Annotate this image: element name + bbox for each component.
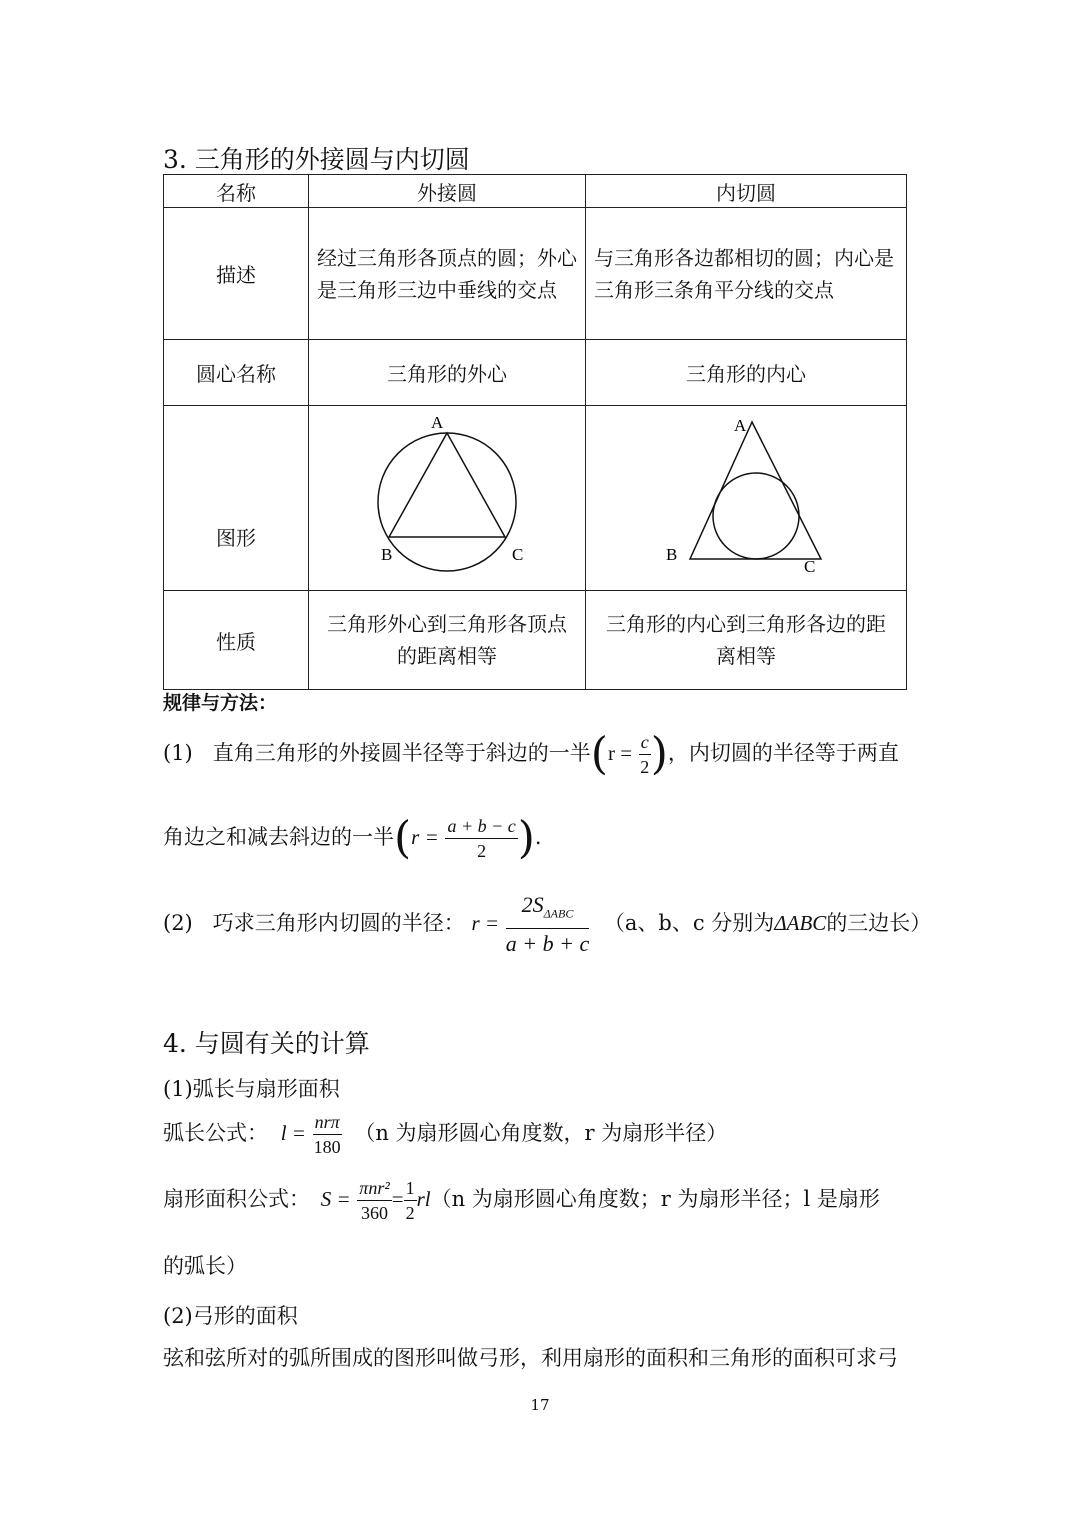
rule-2-lhs: r = xyxy=(471,911,500,936)
header-name: 名称 xyxy=(164,175,309,208)
incircle-diagram xyxy=(586,406,906,585)
rule-2-num: (2) xyxy=(163,911,193,936)
arc-note: （n 为扇形圆心角度数，r 为扇形半径） xyxy=(354,1121,728,1145)
row-center-outer: 三角形的外心 xyxy=(309,340,586,406)
sector-fraction: $\frac{\text{πnr²}}{360}$ xyxy=(359,1178,390,1223)
rule-1-text-c: 角边之和减去斜边的一半 xyxy=(163,825,394,849)
sector-eq: = xyxy=(391,1187,404,1211)
in-label-a: A xyxy=(734,416,747,435)
rule-2-text-c: 的三边长） xyxy=(826,911,932,936)
sector-half: $\frac{1}{2}$ xyxy=(405,1178,415,1223)
rule-1-f2-lhs: r = xyxy=(411,825,439,849)
row-center-inner: 三角形的内心 xyxy=(586,340,907,406)
rules-title: 规律与方法： xyxy=(163,692,278,714)
figure-circumcircle xyxy=(309,406,586,591)
row-desc-inner: 与三角形各边都相切的圆；内心是三角形三条角平分线的交点 xyxy=(586,208,907,340)
rule-1-f1-lhs: r = xyxy=(607,741,633,765)
rule-1-text-a: 直角三角形的外接圆半径等于斜边的一半 xyxy=(212,741,591,765)
circumcircle-diagram xyxy=(309,406,585,585)
rule-2-tri: ΔABC xyxy=(774,911,827,936)
arc-length-formula xyxy=(163,1110,727,1159)
rule-1-text-d: . xyxy=(534,825,542,849)
rule-1-fraction-2: $\frac{a + b - c}{2}$ xyxy=(447,816,516,861)
section3-title: 3. 三角形的外接圆与内切圆 xyxy=(163,145,470,174)
section4-sub2: (2)弓形的面积 xyxy=(163,1304,298,1328)
arc-label: 弧长公式： xyxy=(163,1121,268,1145)
section4-title: 4. 与圆有关的计算 xyxy=(163,1029,370,1058)
row-property-inner: 三角形的内心到三角形各边的距离相等 xyxy=(586,591,907,690)
sector-note-a: （n 为扇形圆心角度数；r 为扇形半径；l 是扇形 xyxy=(430,1187,880,1211)
row-desc-outer: 经过三角形各顶点的圆；外心是三角形三边中垂线的交点 xyxy=(309,208,586,340)
rule-2 xyxy=(163,890,931,959)
row-desc-label: 描述 xyxy=(164,208,309,340)
row-figure-label: 图形 xyxy=(164,406,309,591)
header-inner: 内切圆 xyxy=(586,175,907,208)
circum-label-c: C xyxy=(512,545,524,564)
circum-label-b: B xyxy=(381,545,393,564)
arc-fraction: $\frac{\text{nrπ}}{180}$ xyxy=(313,1112,341,1157)
section4-sub1: (1)弧长与扇形面积 xyxy=(163,1077,340,1101)
arc-lhs: l = xyxy=(280,1121,306,1145)
in-label-b: B xyxy=(666,545,678,564)
rule-1-line-1: (1) 直角三角形的外接圆半径等于斜边的一半(r = $\frac{c}{2}$ )，内切圆的半径等于两直 xyxy=(163,728,899,780)
header-outer: 外接圆 xyxy=(309,175,586,208)
row-property-label: 性质 xyxy=(164,591,309,690)
sector-label: 扇形面积公式： xyxy=(163,1187,310,1211)
in-label-c: C xyxy=(804,557,816,576)
rule-1-fraction-1: $\frac{c}{2}$ xyxy=(640,732,650,777)
sector-lhs: S = xyxy=(320,1187,351,1211)
rule-2-fraction: $\frac{2S_{\Delta ABC}}{a + b + c}$ xyxy=(505,892,590,957)
page-number: 17 xyxy=(530,1396,550,1414)
figure-incircle xyxy=(586,406,907,591)
sector-note-b: 的弧长） xyxy=(163,1254,247,1278)
row-center-label: 圆心名称 xyxy=(164,340,309,406)
row-property-outer: 三角形外心到三角形各顶点的距离相等 xyxy=(309,591,586,690)
rule-2-text-b: （a、b、c 分别为 xyxy=(603,911,775,936)
sector-rl: rl xyxy=(416,1187,431,1211)
rule-2-text-a: 巧求三角形内切圆的半径： xyxy=(212,911,465,936)
rule-1-line-2: 角边之和减去斜边的一半(r = $\frac{a + b - c}{2}$ ). xyxy=(163,812,542,864)
rule-1-num: (1) xyxy=(163,741,193,765)
bow-text: 弦和弦所对的弧所围成的图形叫做弓形，利用扇形的面积和三角形的面积可求弓 xyxy=(163,1346,898,1370)
rule-1-text-b: ，内切圆的半径等于两直 xyxy=(667,741,899,765)
circle-comparison-table xyxy=(163,174,907,690)
sector-area-formula xyxy=(163,1176,880,1225)
circum-label-a: A xyxy=(431,413,444,432)
